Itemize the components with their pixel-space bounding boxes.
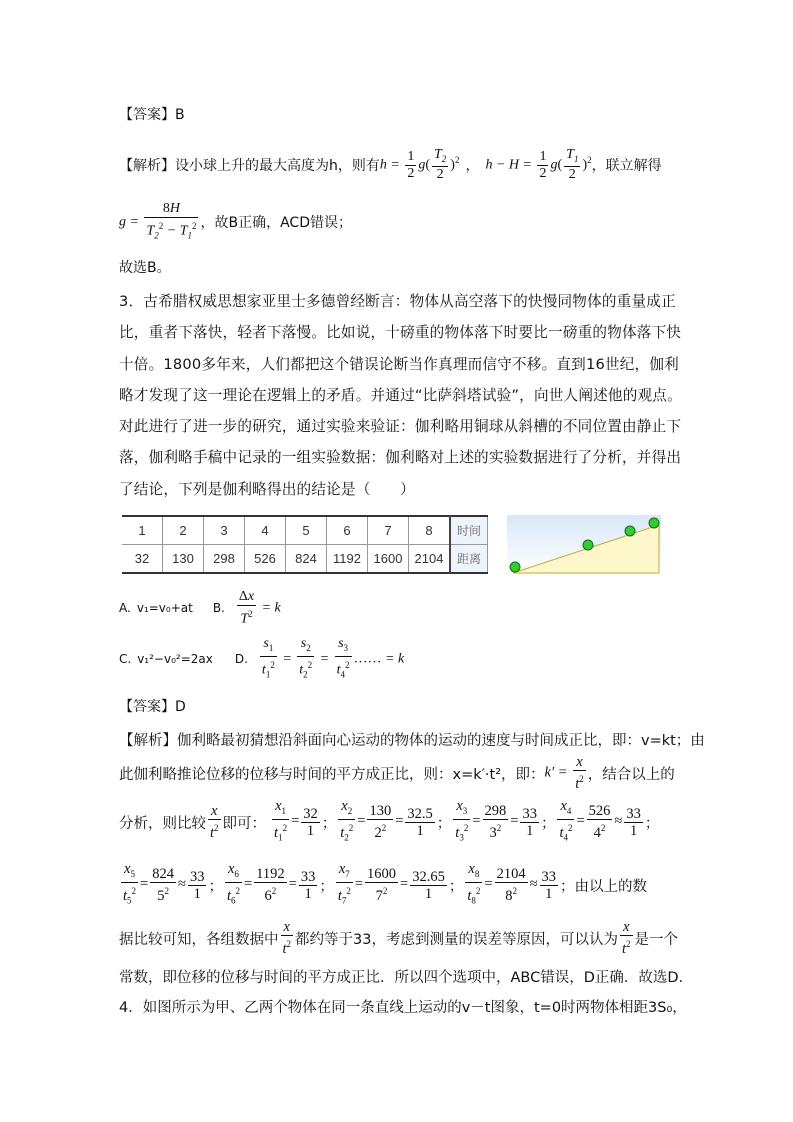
time-cell: 3 bbox=[204, 516, 245, 545]
analysis-comma: ， bbox=[465, 158, 480, 174]
distance-row bbox=[122, 545, 488, 574]
distance-cell: 32 bbox=[122, 545, 163, 574]
distance-cell: 824 bbox=[286, 545, 327, 574]
analysis-label-q3: 【解析】 bbox=[119, 733, 177, 749]
analysis-q3-line-2 bbox=[119, 752, 689, 794]
option-c-formula: v₁²−v₀²=2ax bbox=[137, 652, 213, 666]
formula-h: h = $\frac{1}{2}$ g( $\frac{T_2}{2}$ )$^2$ bbox=[379, 146, 460, 183]
distance-cell: 2104 bbox=[409, 545, 451, 574]
time-row bbox=[122, 516, 488, 545]
time-cell: 5 bbox=[286, 516, 327, 545]
question3-text: 3．古希腊权威思想家亚里士多德曾经断言：物体从高空落下的快慢同物体的重量成正比，重者下落快，轻者下落慢。比如说，十磅重的物体落下时要比一磅重的物体落下快十倍。1800多年来，人们都把这个错误论断当作真理而信守不移。直到16世纪，伽利略才发现了这一理论在逻辑上的矛盾。并通过“比萨斜塔试验”，向世人阐述他的观点。对此进行了进一步的研究，通过实验来验证：伽利略用铜球从斜槽的不同位置由静止下落，伽利略手稿中记录的一组实验数据：伽利略对上述的实验数据进行了分析，并得出了结论，下列是伽利略得出的结论是（ ） bbox=[119, 293, 682, 498]
question4-text: 4．如图所示为甲、乙两个物体在同一条直线上运动的v－t图象，t=0时两物体相距3S₀， bbox=[119, 1000, 687, 1016]
analysis-q3-text-2b: ，结合以上的 bbox=[587, 766, 675, 783]
formula-k: k′ = $\frac{x}{t^2}$ bbox=[544, 754, 584, 792]
ratio-8: $\frac{x_8}{t_8^2}$ = $\frac{2104}{8^2}$ ≈ $\frac{33}{1}$ bbox=[467, 861, 557, 906]
ratio-1: $\frac{x_1}{t_1^2}$ = $\frac{32}{1}$ bbox=[274, 798, 318, 843]
analysis-line-2 bbox=[119, 200, 689, 244]
options-cd bbox=[119, 635, 689, 680]
analysis-q3-text-6b: 都约等于33，考虑到测量的误差等原因，可以认为 bbox=[295, 931, 618, 948]
option-a-label: A. bbox=[119, 601, 131, 615]
analysis-q3-text-1: 伽利略最初猜想沿斜面向心运动的物体的运动的速度与时间成正比，即：v=kt；由 bbox=[177, 733, 705, 749]
ball-icon bbox=[649, 518, 659, 528]
ball-icon bbox=[510, 562, 520, 572]
answer-value-q3: D bbox=[175, 699, 186, 715]
distance-cell: 130 bbox=[163, 545, 204, 574]
answer-label-q3: 【答案】 bbox=[119, 699, 175, 715]
ratio-6: $\frac{x_6}{t_6^2}$ = $\frac{1192}{6^2}$ = $\frac{33}{1}$ bbox=[226, 861, 316, 906]
formula-h-minus-H: h − H = $\frac{1}{2}$ g( $\frac{T_1}{2}$ )$^2$ bbox=[485, 146, 592, 183]
distance-label: 距离 bbox=[450, 545, 488, 574]
ratio-2: $\frac{x_2}{t_2^2}$ = $\frac{130}{2^2}$ = $\frac{32.5}{1}$ bbox=[340, 798, 433, 843]
analysis-text-3: ，故B正确，ACD错误； bbox=[200, 215, 352, 231]
option-b-label: B. bbox=[212, 601, 225, 615]
ratio-3: $\frac{x_3}{t_3^2}$ = $\frac{298}{3^2}$ = $\frac{33}{1}$ bbox=[455, 798, 537, 843]
analysis-q3-text-2a: 此伽利略推论位移的位移与时间的平方成正比，则：x=k′·t²，即： bbox=[119, 766, 545, 783]
analysis-q3-line-4: $\frac{x_5}{t_5^2}$ = $\frac{824}{5^2}$ ≈ $\frac{33}{1}$ ； $\frac{x_6}{t_6^2}$ = $\frac{1192}{6^2}$ = $\frac{33}{1}$ ； $\frac{x_7}{t_7^2}$ = $\frac{1600}{7^2}$ = $\frac{32.65}{1}$ ； $\frac{x_8}{t_8^2}$ = $\frac{2104}{8^2}$ ≈ $\frac{33}{1}$ ；由以上的数 bbox=[119, 862, 689, 908]
analysis-q3-line-1 bbox=[119, 729, 705, 750]
option-d-label: D. bbox=[234, 652, 248, 666]
ball-icon bbox=[625, 526, 635, 536]
time-cell: 7 bbox=[368, 516, 409, 545]
analysis-line-1 bbox=[119, 145, 689, 185]
time-cell: 1 bbox=[122, 516, 163, 545]
option-d-formula: $\frac{s_1}{t_1^2}$ = $\frac{s_2}{t_2^2}$ = $\frac{s_3}{t_4^2}$ …… = k bbox=[261, 635, 405, 680]
distance-cell: 1192 bbox=[327, 545, 368, 574]
analysis-q3-text-6c: 是一个 bbox=[634, 931, 679, 948]
time-cell: 6 bbox=[327, 516, 368, 545]
formula-x-over-t2: $\frac{x}{t^2}$ bbox=[210, 803, 219, 841]
answer-line bbox=[119, 104, 689, 124]
time-cell: 8 bbox=[409, 516, 451, 545]
analysis-label: 【解析】 bbox=[119, 158, 175, 174]
conclusion: 故选B。 bbox=[119, 260, 171, 276]
answer-label: 【答案】 bbox=[119, 107, 175, 123]
distance-cell: 1600 bbox=[368, 545, 409, 574]
ratio-5: $\frac{x_5}{t_5^2}$ = $\frac{824}{5^2}$ ≈ $\frac{33}{1}$ bbox=[123, 861, 205, 906]
ball-icon bbox=[583, 540, 593, 550]
analysis-q3-line-3: 分析，则比较 $\frac{x}{t^2}$ 即可： $\frac{x_1}{t_1^2}$ = $\frac{32}{1}$ ； $\frac{x_2}{t_2^2}$ = $\frac{130}{2^2}$ = $\frac{32.5}{1}$ ； $\frac{x_3}{t_3^2}$ = $\frac{298}{3^2}$ = $\frac{33}{1}$ ； $\frac{x_4}{t_4^2}$ = $\frac{526}{4^2}$ ≈ $\frac{33}{1}$ ； bbox=[119, 799, 689, 845]
option-c-label: C. bbox=[119, 652, 132, 666]
analysis-q3-text-5: ；由以上的数 bbox=[560, 878, 648, 895]
incline-diagram bbox=[507, 515, 661, 575]
analysis-q3-line-6 bbox=[119, 916, 689, 960]
analysis-q3-text-3b: 即可： bbox=[222, 815, 267, 832]
analysis-q3-text-3a: 分析，则比较 bbox=[119, 815, 206, 832]
formula-g: g = $\frac{8H}{T_2^2 - T_1^2}$ bbox=[119, 200, 197, 241]
analysis-text-1: 设小球上升的最大高度为h，则有 bbox=[175, 158, 380, 174]
formula-x-over-t2-c: $\frac{x}{t^2}$ bbox=[621, 919, 631, 957]
distance-cell: 298 bbox=[204, 545, 245, 574]
ratio-4: $\frac{x_4}{t_4^2}$ = $\frac{526}{4^2}$ ≈ $\frac{33}{1}$ bbox=[559, 798, 641, 843]
ratio-7: $\frac{x_7}{t_7^2}$ = $\frac{1600}{7^2}$ = $\frac{32.65}{1}$ bbox=[337, 861, 445, 906]
data-table bbox=[122, 515, 488, 574]
option-a-formula: v₁=v₀+at bbox=[136, 601, 193, 615]
options-ab bbox=[119, 588, 689, 628]
answer-line-q3 bbox=[119, 696, 689, 716]
time-cell: 4 bbox=[245, 516, 286, 545]
analysis-q3-text-6a: 据比较可知，各组数据中 bbox=[119, 931, 279, 948]
answer-value: B bbox=[175, 107, 185, 123]
distance-cell: 526 bbox=[245, 545, 286, 574]
time-cell: 2 bbox=[163, 516, 204, 545]
analysis-q3-line-7: 常数，即位移的位移与时间的平方成正比．所以四个选项中，ABC错误，D正确．故选D． bbox=[119, 970, 694, 986]
time-label: 时间 bbox=[450, 516, 488, 545]
formula-x-over-t2-b: $\frac{x}{t^2}$ bbox=[282, 919, 292, 957]
option-b-formula: $\frac{\Delta x}{T^2}$ = k bbox=[238, 588, 281, 627]
analysis-text-2: ，联立解得 bbox=[591, 158, 662, 174]
